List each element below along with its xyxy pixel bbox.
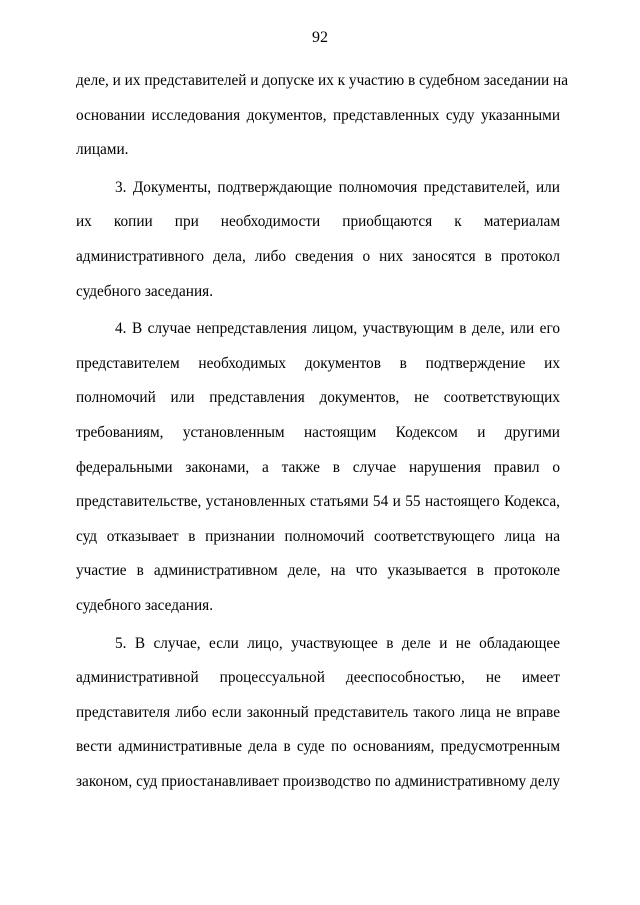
text-line: представителем необходимых документов в подтверждение их <box>76 354 560 372</box>
text-line: 5. В случае, если лицо, участвующее в деле и не обладающее <box>115 634 560 652</box>
paragraph-5 <box>76 633 560 806</box>
page-body <box>76 70 569 805</box>
text-line: их копии при необходимости приобщаются к материалам <box>76 213 560 231</box>
text-line: судебного заседания. <box>76 282 214 300</box>
text-line: представителя либо если законный представитель такого лица не вправе <box>76 703 560 721</box>
text-line: участие в административном деле, на что указывается в протоколе <box>76 562 560 580</box>
paragraph-continuation <box>76 70 569 174</box>
text-line: полномочий или представления документов, не соответствующих <box>76 389 560 407</box>
paragraph-4 <box>76 318 560 629</box>
text-line: 3. Документы, подтверждающие полномочия представителей, или <box>115 178 560 196</box>
text-line: основании исследования документов, представленных суду указанными <box>76 106 560 124</box>
text-line: судебного заседания. <box>76 596 214 614</box>
text-line: представительстве, установленных статьями 54 и 55 настоящего Кодекса, <box>76 493 560 511</box>
text-line: административной процессуальной дееспособностью, не имеет <box>76 669 560 687</box>
text-line: законом, суд приостанавливает производство по административному делу <box>76 772 560 790</box>
text-line: требованиям, установленным настоящим Кодексом и другими <box>76 423 560 441</box>
text-line: деле, и их представителей и допуске их к участию в судебном заседании на <box>76 72 569 89</box>
text-line: лицами. <box>76 141 129 159</box>
text-line: федеральными законами, а также в случае нарушения правил о <box>76 458 560 476</box>
text-line: вести административные дела в суде по основаниям, предусмотренным <box>76 738 560 756</box>
text-line: суд отказывает в признании полномочий соответствующего лица на <box>76 527 560 545</box>
text-line: 4. В случае непредставления лицом, участвующим в деле, или его <box>115 320 560 338</box>
paragraph-3 <box>76 177 560 315</box>
page-number: 92 <box>312 29 328 46</box>
text-line: административного дела, либо сведения о них заносятся в протокол <box>76 247 560 265</box>
